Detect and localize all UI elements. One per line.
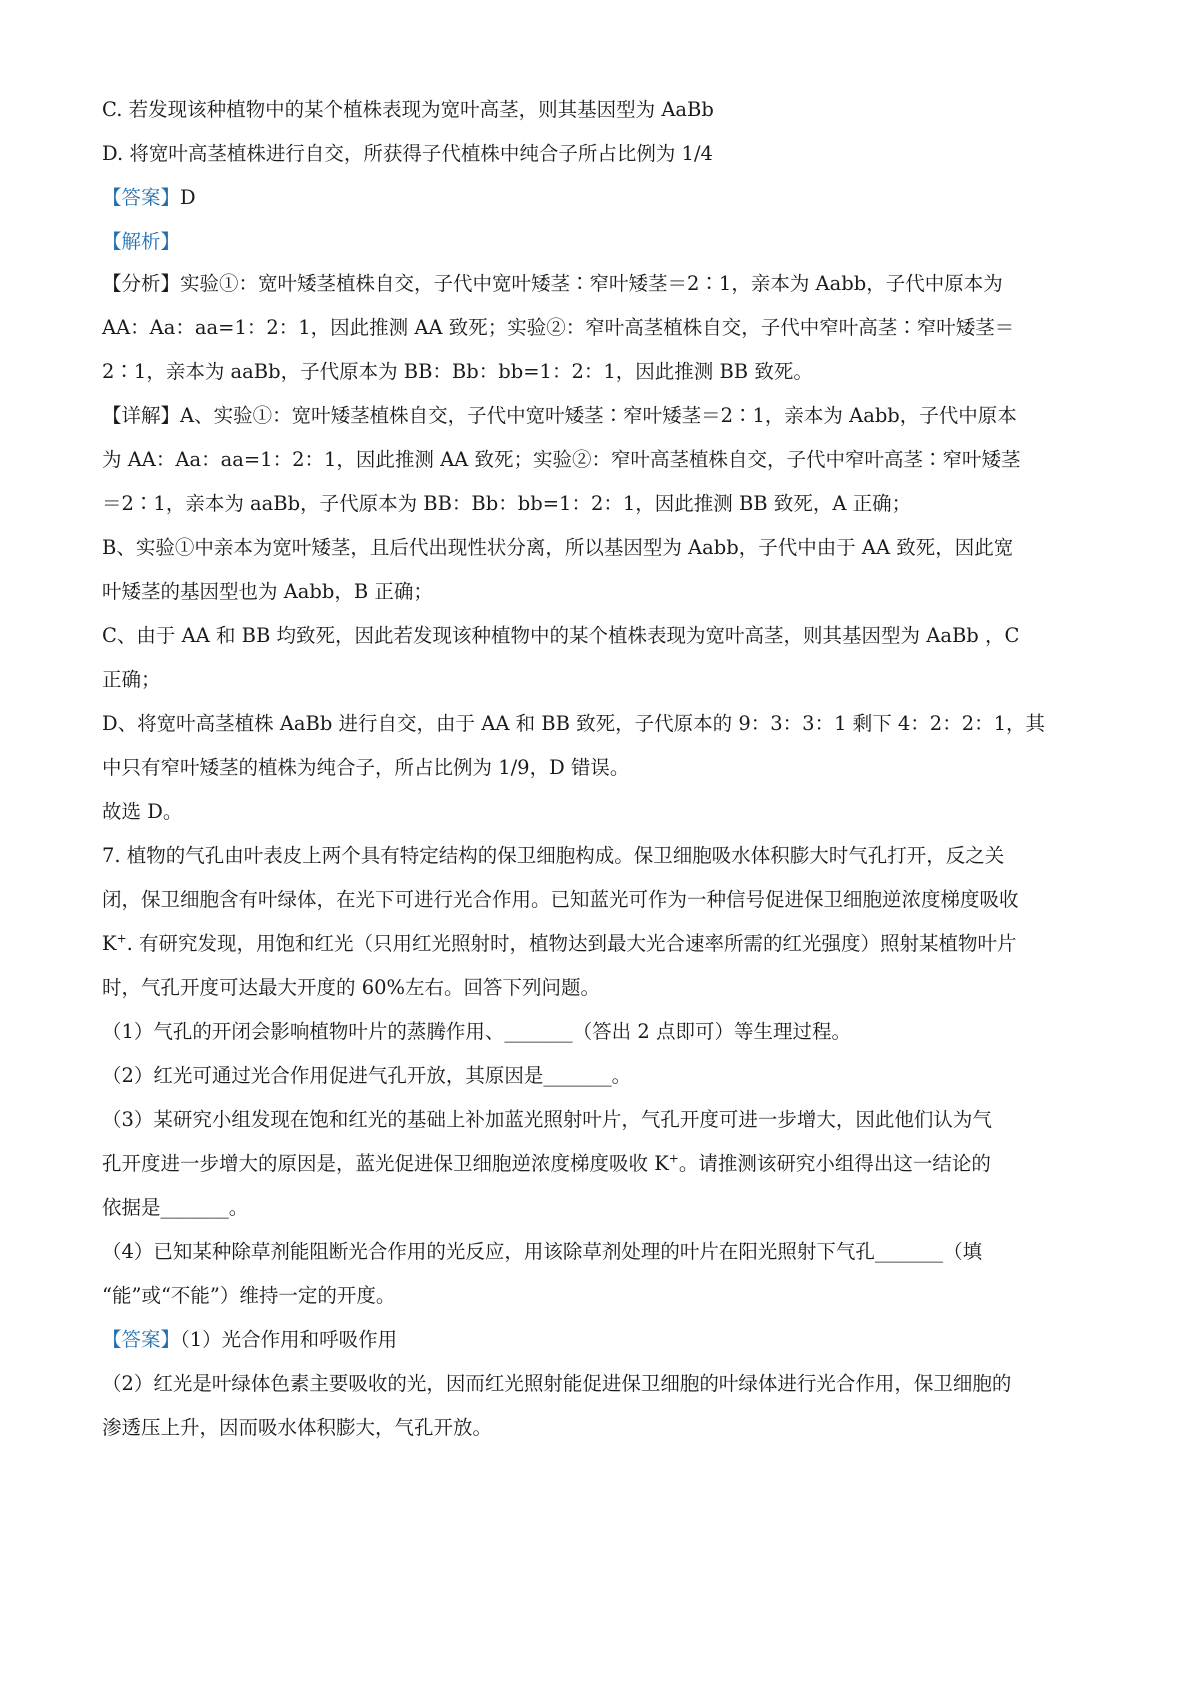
q7-sub-question-2: （2）红光可通过光合作用促进气孔开放，其原因是_______。 [102,1064,632,1087]
q7-stem-line-2: 闭，保卫细胞含有叶绿体，在光下可进行光合作用。已知蓝光可作为一种信号促进保卫细胞逆浓度梯度吸收 [102,888,1019,911]
q7-stem-line-4: 时，气孔开度可达最大开度的 60%左右。回答下列问题。 [102,976,601,999]
q7-sub-question-1: （1）气孔的开闭会影响植物叶片的蒸腾作用、_______（答出 2 点即可）等生理过程。 [102,1020,851,1043]
xiangjie-line-3: ＝2∶1，亲本为 aaBb，子代原本为 BB：Bb：bb=1：2：1，因此推测 BB 致死，A 正确； [102,492,912,515]
explain-b-line-2: 叶矮茎的基因型也为 Aabb，B 正确； [102,580,433,603]
q7-answer-1: （1）光合作用和呼吸作用 [180,1328,398,1351]
answer-value: D [180,186,196,209]
xiangjie-line-1 [102,402,1102,430]
q7-stem-line-1: 7. 植物的气孔由叶表皮上两个具有特定结构的保卫细胞构成。保卫细胞吸水体积膨大时气孔打开，反之关 [102,844,1005,867]
explain-d-line-2: 中只有窄叶矮茎的植株为纯合子，所占比例为 1/9，D 错误。 [102,756,630,779]
q3-text-a: 孔开度进一步增大的原因是，蓝光促进保卫细胞逆浓度梯度吸收 K [102,1152,669,1175]
xiangjie-text-1: A、实验①：宽叶矮茎植株自交，子代中宽叶矮茎∶窄叶矮茎＝2∶1，亲本为 Aabb，子代中原本 [180,404,1017,427]
q7-sub-question-3-line-1: （3）某研究小组发现在饱和红光的基础上补加蓝光照射叶片，气孔开度可进一步增大，因此他们认为气 [102,1108,992,1131]
q7-answer-line-1 [102,1326,1102,1354]
fenxi-tag: 【分析】 [102,272,181,295]
q7-sub-question-4-line-2: “能”或“不能”）维持一定的开度。 [102,1284,396,1307]
fenxi-line-1 [102,270,1102,298]
q3-text-b: 。请推测该研究小组得出这一结论的 [678,1152,991,1175]
explain-c-line-1: C、由于 AA 和 BB 均致死，因此若发现该种植物中的某个植株表现为宽叶高茎，则其基因型为 AaBb ，C [102,624,1020,647]
option-c: C. 若发现该种植物中的某个植株表现为宽叶高茎，则其基因型为 AaBb [102,98,714,121]
option-d: D. 将宽叶高茎植株进行自交，所获得子代植株中纯合子所占比例为 1/4 [102,142,713,165]
q7-answer-2-line-2: 渗透压上升，因而吸水体积膨大，气孔开放。 [102,1416,493,1439]
q7-sub-question-3-line-2 [102,1150,1102,1178]
q7-sub-question-3-line-3: 依据是_______。 [102,1196,249,1219]
analysis-tag: 【解析】 [102,230,181,253]
q7-answer-tag: 【答案】 [102,1328,181,1351]
potassium-symbol: K [102,932,117,955]
xiangjie-line-2: 为 AA：Aa：aa=1：2：1，因此推测 AA 致死；实验②：窄叶高茎植株自交，子代中窄叶高茎∶窄叶矮茎 [102,448,1021,471]
q7-sub-question-4-line-1: （4）已知某种除草剂能阻断光合作用的光反应，用该除草剂处理的叶片在阳光照射下气孔_______（填 [102,1240,983,1263]
fenxi-line-3: 2∶1，亲本为 aaBb，子代原本为 BB：Bb：bb=1：2：1，因此推测 BB 致死。 [102,360,813,383]
explain-c-line-2: 正确； [102,668,161,691]
q7-answer-2-line-1: （2）红光是叶绿体色素主要吸收的光，因而红光照射能促进保卫细胞的叶绿体进行光合作用，保卫细胞的 [102,1372,1012,1395]
explain-b-line-1: B、实验①中亲本为宽叶矮茎，且后代出现性状分离，所以基因型为 Aabb，子代中由于 AA 致死，因此宽 [102,536,1014,559]
explain-d-line-1: D、将宽叶高茎植株 AaBb 进行自交，由于 AA 和 BB 致死，子代原本的 9：3：3：1 剩下 4：2：2：1，其 [102,712,1046,735]
conclusion: 故选 D。 [102,800,183,823]
potassium-charge: + [116,931,127,946]
q7-stem-line-3-text: . 有研究发现，用饱和红光（只用红光照射时，植物达到最大光合速率所需的红光强度）照射某植物叶片 [126,932,1017,955]
answer-tag: 【答案】 [102,186,181,209]
answer-row [102,184,1102,212]
fenxi-line-2: AA：Aa：aa=1：2：1，因此推测 AA 致死；实验②：窄叶高茎植株自交，子代中窄叶高茎∶窄叶矮茎＝ [102,316,1015,339]
q7-stem-line-3 [102,930,1102,958]
xiangjie-tag: 【详解】 [102,404,181,427]
fenxi-text-1: 实验①：宽叶矮茎植株自交，子代中宽叶矮茎∶窄叶矮茎＝2∶1，亲本为 Aabb，子代中原本为 [180,272,1003,295]
q3-potassium-charge: + [668,1151,679,1166]
